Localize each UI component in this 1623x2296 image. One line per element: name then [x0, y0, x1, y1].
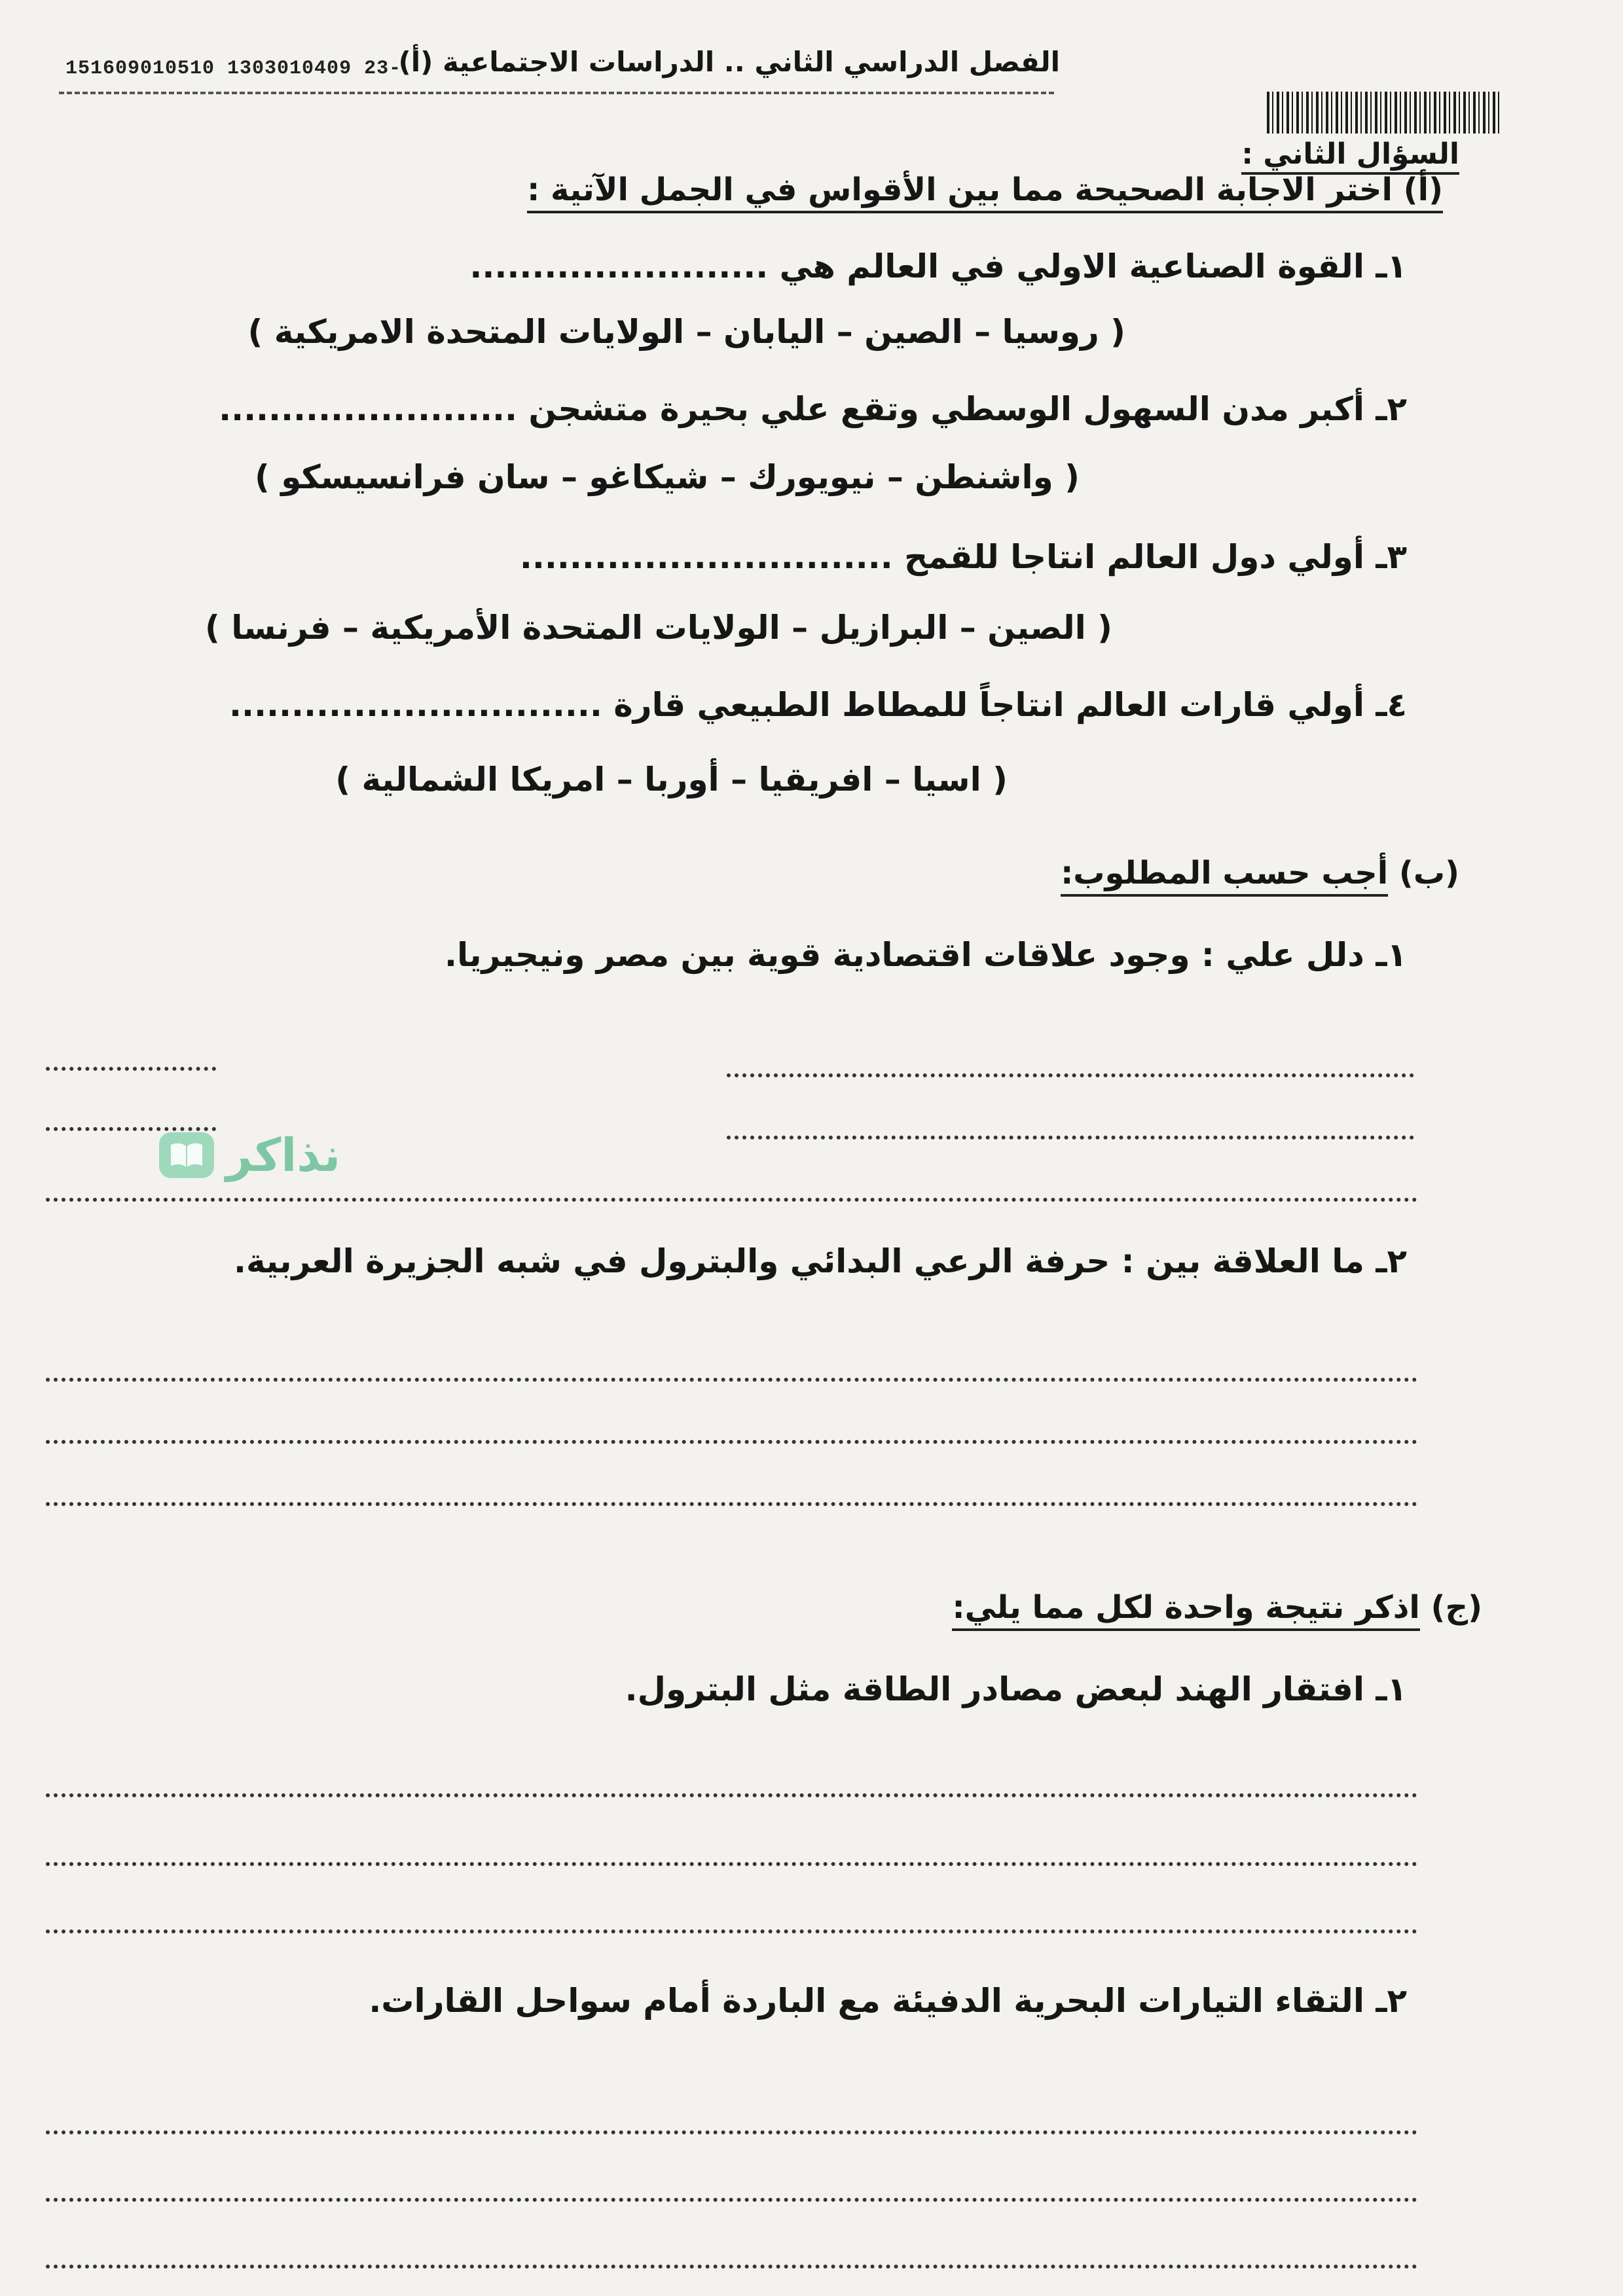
- answer-line: [46, 2130, 1417, 2134]
- item-text: ٤ـ أولي قارات العالم انتاجاً للمطاط الطبيعي قارة: [613, 686, 1407, 724]
- section-c-title: [952, 1589, 1482, 1626]
- answer-blank: ........................: [219, 390, 517, 428]
- section-a-item-4: [229, 686, 1407, 724]
- item-text: ٢ـ أكبر مدن السهول الوسطي وتقع علي بحيرة متشجن: [528, 390, 1407, 428]
- watermark-text: نذاكر: [226, 1128, 340, 1182]
- section-b-title-text: أجب حسب المطلوب:: [1061, 855, 1388, 897]
- section-c-item-2: ٢ـ التقاء التيارات البحرية الدفيئة مع الباردة أمام سواحل القارات.: [369, 1982, 1407, 2020]
- section-b-item-2: ٢ـ ما العلاقة بين : حرفة الرعي البدائي والبترول في شبه الجزيرة العربية.: [233, 1242, 1407, 1280]
- section-a-item-1: [469, 247, 1407, 285]
- answer-line: [46, 2265, 1417, 2269]
- section-a-item-1-choices: ( روسيا – الصين – اليابان – الولايات المتحدة الامريكية ): [247, 313, 1125, 351]
- question-label: السؤال الثاني :: [1241, 137, 1459, 175]
- answer-blank: ........................: [469, 247, 769, 285]
- answer-line: [727, 1073, 1414, 1077]
- watermark: [124, 1119, 340, 1191]
- answer-line: [727, 1136, 1414, 1139]
- section-b-item-1: ١ـ دلل علي : وجود علاقات اقتصادية قوية بين مصر ونيجيريا.: [444, 936, 1407, 974]
- answer-line: [46, 1067, 216, 1071]
- barcode: [1267, 92, 1499, 134]
- answer-blank: ..............................: [519, 538, 893, 576]
- section-b-label: (ب): [1398, 855, 1459, 891]
- section-b-title: [1061, 855, 1459, 891]
- answer-line: [46, 1198, 1417, 1202]
- section-c-label: (ج): [1431, 1589, 1482, 1626]
- section-c-title-text: اذكر نتيجة واحدة لكل مما يلي:: [952, 1589, 1419, 1631]
- section-a-item-2-choices: ( واشنطن – نيويورك – شيكاغو – سان فرانسيسكو ): [254, 458, 1080, 496]
- item-text: ٣ـ أولي دول العالم انتاجا للقمح: [904, 538, 1407, 576]
- header-divider: [59, 92, 1054, 94]
- answer-line: [46, 1793, 1417, 1797]
- section-a-item-2: [219, 390, 1407, 428]
- answer-line: [46, 1502, 1417, 1506]
- section-c-item-1: ١ـ افتقار الهند لبعض مصادر الطاقة مثل البترول.: [625, 1670, 1407, 1708]
- section-a-item-4-choices: ( اسيا – افريقيا – أوربا – امريكا الشمالية ): [335, 761, 1008, 798]
- answer-line: [46, 1440, 1417, 1444]
- section-a-item-3: [520, 538, 1407, 576]
- answer-line: [46, 1929, 1417, 1933]
- item-text: ١ـ القوة الصناعية الاولي في العالم هي: [779, 247, 1407, 285]
- section-a-item-3-choices: ( الصين – البرازيل – الولايات المتحدة الأمريكية – فرنسا ): [205, 609, 1112, 647]
- answer-blank: ..............................: [229, 686, 602, 724]
- exam-header-title: الفصل الدراسي الثاني .. الدراسات الاجتماعية (أ): [398, 46, 1060, 78]
- section-a-title-text: (أ) اختر الاجابة الصحيحة مما بين الأقواس في الجمل الآتية :: [527, 171, 1443, 213]
- answer-line: [46, 1378, 1417, 1382]
- exam-code: 151609010510 1303010409 23-: [65, 58, 402, 80]
- book-icon: [159, 1132, 214, 1178]
- section-a-title: [527, 171, 1443, 208]
- answer-line: [46, 1862, 1417, 1866]
- answer-line: [46, 2198, 1417, 2202]
